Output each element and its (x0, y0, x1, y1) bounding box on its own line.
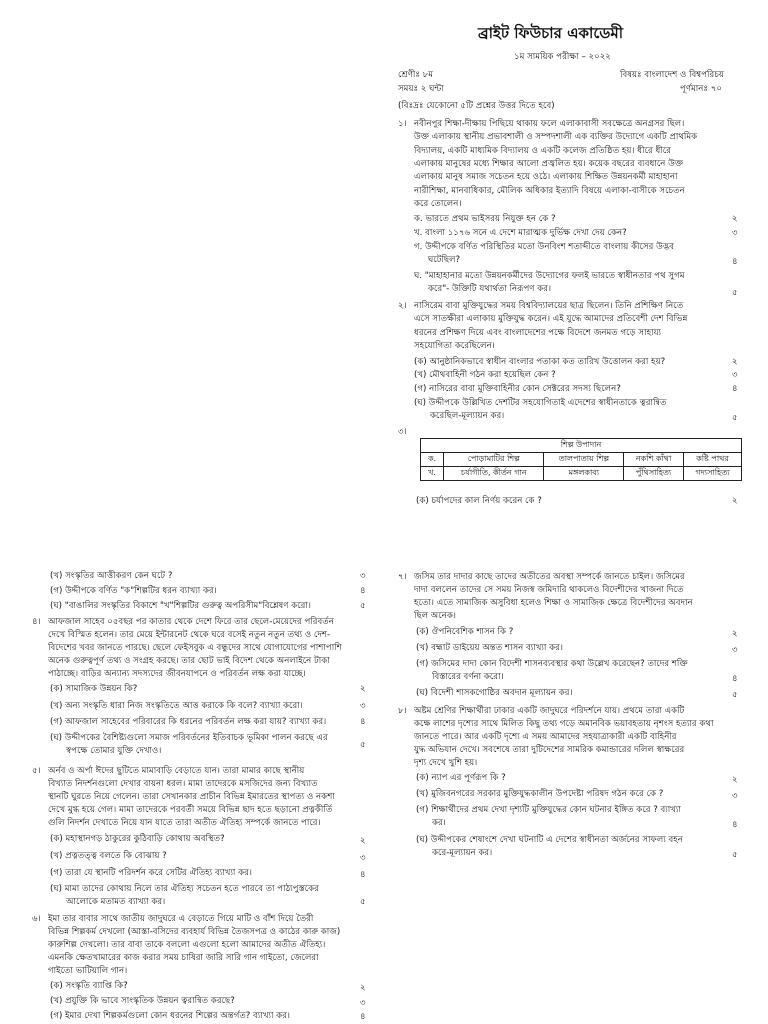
question-mark: ৪ (732, 674, 738, 684)
question-mark: ৪ (360, 1012, 366, 1022)
q7-stem-line: ছিল অনেক। (414, 611, 456, 621)
q4-stem-line: পাঠাচ্ছে। বাড়ির অন্যান্য সদস্যদের জীবনযাপনে ও পরিবর্তন লক্ষ করা যাচ্ছে। (48, 669, 306, 679)
q7-stem-line: জসিম তার দাদার কাছে তাদের অতীতের অবস্থা সম্পর্কে জানতে চাইল। জসিমের (414, 572, 685, 582)
question-mark: ৪ (732, 257, 738, 267)
sub-question: গ. উদ্দীপকে বর্ণিত পরিস্থিতির মতো উনবিংশ শতাব্দীতে বাংলায় কীসের উদ্ভব (414, 242, 674, 252)
question-mark: ২ (360, 983, 366, 993)
q5-stem-line: স্থানটি ঘুরতে নিয়ে গেলেন। তারা সেখানকার প্রাচীন বিভিন্ন ইমারতের স্থাপত্য ও নকশা (48, 792, 335, 802)
question-mark: ৪ (732, 820, 738, 830)
q8-stem-line: অষ্টম শ্রেণির শিক্ষার্থীরা ঢাকার একটি জাদুঘরে পরিদর্শনে যায়। প্রথমে তারা একটি (414, 706, 685, 716)
sub-question: (ক) ন্যাপ এর পূর্ণরূপ কি ? (416, 773, 506, 783)
question-mark: ৫ (732, 690, 738, 700)
question-mark: ৪ (360, 870, 366, 880)
row-label: ক. (421, 453, 444, 467)
q1-stem-line: করে তোলেন। (414, 199, 462, 209)
sub-question-cont: স্বপক্ষে তোমার যুক্তি দেখাও। (66, 746, 162, 756)
q7-stem-line: হতো। এতে সামাজিক অসুবিধা হলেও শিক্ষা ও সামাজিক ক্ষেত্রে বিদেশীদের অবদান (414, 598, 693, 608)
sub-question: (খ) প্রযুক্তি কি ভাবে সাংস্কৃতিক উন্নয়ন ত্বরান্বিত করছে? (50, 996, 235, 1006)
q5-stem-line: গুলি নিদর্শন দেখাতে নিয়ে যান যাতে তারা অতীত ঐতিহ্য সম্পর্কে জানতে পারে। (48, 818, 321, 828)
question-number: ৬। (32, 914, 41, 924)
instruction: (বিঃদ্রঃ যেকোনো ৫টি প্রশ্নের উত্তর দিতে হবে) (398, 101, 555, 111)
table-cell: গদ্যসাহিত্য (683, 467, 741, 481)
row-label: খ. (421, 467, 444, 481)
sub-question: (গ) তারা যে স্থানটি পরিদর্শন করে সেটির ঐতিহ্য ব্যাখ্যা কর। (50, 868, 252, 878)
sub-question: (গ) নাসিরের বাবা মুক্তিবাহিনীর কোন সেক্টরের সদস্য ছিলেন? (414, 384, 621, 394)
q2-stem-line: নাসিরেম বাবা মুক্তিযুদ্ধের সময় বিশ্ববিদ্যালয়ের ছাত্র ছিলেন। তিনি প্রশিক্ষিণ নিতে (414, 301, 684, 311)
sub-question: (ঘ) "বাঙালির সংস্কৃতির বিকাশে "খ"শিল্পটির গুরুত্ব অপরিসীম"বিশ্লেষণ করো। (50, 601, 311, 611)
table-cell: মঙ্গলকাব্য (544, 467, 624, 481)
q6-stem-line: বিভিন্ন শিল্পকর্ম দেখলো (আস্তা-বসিদের ব্যবহার্য বিভিন্ন তৈজসপত্র ও কাঠের কারু কাজ) (48, 927, 341, 937)
question-mark: ৩ (732, 791, 738, 801)
question-mark: ৩ (360, 571, 366, 581)
q5-stem-line: অর্নব ও অর্পা ঈদের ছুটিতে মামাবাড়ি বেড়াতে যান। তারা মামার কাছে স্থানীয় (48, 766, 305, 776)
sub-question: (ঘ) উদ্দীপকের শেষাংশে দেখা ঘটনাটি এ দেশের স্বাধীনতা অর্জনের সাফল্য বহন (416, 835, 683, 845)
q1-stem-line: এলাকায় মানুষের মধ্যে শিক্ষার আলো প্রজ্বলিত হয়। কয়েক বছরের ব্যবধানে উক্ত (414, 159, 684, 169)
marks-label: পূর্ণমানঃ ৭০ (680, 84, 722, 94)
sub-question: (খ) মুজিবনগরের সরকার মুক্তিযুদ্ধকালীন উপদেষ্টা পরিষদ গঠন করে কে ? (416, 789, 664, 799)
question-mark: ৫ (360, 897, 366, 907)
sub-question: (গ) শিক্ষার্থীদের প্রথম দেখা দৃশ্যটি মুক্তিযুদ্ধের কোন ঘটনার ইঙ্গিত করে ? ব্যাখ্যা (416, 805, 681, 815)
q2-stem-line: এসে সাতক্ষীরা এলাকায় মুক্তিযুদ্ধ করেন। এই যুদ্ধে আমাদের প্রতিবেশী দেশ বিভিন্ন (414, 314, 688, 324)
q1-stem-line: বিদ্যালয়, একটি মাধ্যমিক বিদ্যালয় ও একটি কলেজ প্রতিষ্ঠিত হয়। ধীরে ধীরে (414, 146, 671, 156)
table-header-row (421, 439, 742, 453)
question-mark: ৫ (732, 413, 738, 423)
sub-question: (ঘ) উদ্দীপকের বৈশিষ্ট্যগুলো সমাজ পরিবর্তনের ইতিবাচক ভূমিকা পালন করছে এর (50, 733, 328, 743)
table-cell: নকশি কাঁথা (624, 453, 684, 467)
question-mark: ৪ (360, 717, 366, 727)
sub-question: (গ) আফজাল সাহেবের পরিবারের কি ধরনের পরিবর্তন লক্ষ করা যায়? ব্যাখ্যা কর। (50, 717, 327, 727)
class-label: শ্রেণীঃ ৮ম (398, 70, 434, 80)
sub-question: (ক) সংস্কৃতি ব্যাপ্তি কি? (50, 981, 128, 991)
sub-question: (ঘ) উদ্দীপকে উল্লিখিত দেশটির সহযোগিতাই এদেশের স্বাধীনতাকে ত্বরান্বিত (414, 398, 667, 408)
q8-stem-line: কক্ষে লাশের দৃশ্যের সাথে মিলিত কিছু তথ্য গড়ে অমানবিক ভয়াবহতায় নৃশংস হত্যার কথা (414, 719, 714, 729)
question-mark: ২ (732, 357, 738, 367)
question-number: ৪। (32, 617, 41, 627)
sub-question-cont: করে"- উক্তিটি যথার্থতা নিরূপণ কর। (428, 284, 552, 294)
question-mark: ৩ (360, 853, 366, 863)
q4-stem-line: দেখে বিস্মিত হলেন। তার মেয়ে ইন্টারনেট থেকে ঘরে বসেই নতুন নতুন তথ্য ও দেশ- (48, 630, 331, 640)
question-mark: ৩ (732, 645, 738, 655)
sub-question-cont: ঘটেছিল? (428, 255, 461, 265)
table-cell: কষ্টি পাথর (683, 453, 741, 467)
question-mark: ২ (732, 496, 738, 506)
question-number: ২। (398, 301, 407, 311)
table-cell: চর্যাগীতি, কীর্তন গান (444, 467, 544, 481)
question-mark: ২ (732, 629, 738, 639)
exam-title: ১ম সাময়িক পরীক্ষা – ২০২২ (514, 52, 611, 62)
sub-question-cont: আলোকে মতামত ব্যাখ্যা কর। (66, 897, 166, 907)
question-number: ৫। (32, 766, 41, 776)
sub-question: (ঘ) মামা তাদের কোথায় নিলে তার ঐতিহ্য সচেতন হতে পারবে তা পাঠ্যপুস্তকের (50, 884, 319, 894)
q1-stem-line: নারীশিক্ষা, মানবাধিকার, মৌলিক অধিকার ইত্যাদি বিষয়ে এলাকা-বাসীকে সচেতন (414, 186, 685, 196)
subject-label: বিষয়ঃ বাংলাদেশ ও বিশ্বপরিচয় (620, 70, 724, 80)
q6-stem-line: এমনকি ক্ষেতখামারের কাজ করার সময় চাষিরা জারি সারি গান গাইতো, জেলেরা (48, 953, 319, 963)
question-mark: ৫ (360, 740, 366, 750)
q1-stem-line: নবীনপুর শিক্ষা-দীক্ষায় পিছিয়ে থাকায় ফলে এলাকাবাসী সবক্ষেত্রে অনগ্রসর ছিল। (414, 119, 685, 129)
sub-question: (ক) ঔপনিবেশিক শাসন কি ? (416, 627, 514, 637)
sub-question-cont: করে-মূল্যায়ন কর। (432, 848, 493, 858)
table-row (421, 467, 742, 481)
sub-question: (গ) উদ্দীপকে বর্ণিত "ক"শিল্পটির ধরন ব্যাখ্যা কর। (50, 586, 217, 596)
sub-question: (ক) চর্যাপদের কাল নির্ণয় করেন কে ? (416, 496, 542, 506)
sub-question: (খ) সংস্কৃতির আত্তীকরণ কেন ঘটে ? (50, 571, 173, 581)
q4-stem-line: অনেক গুরুত্বপূর্ণ তথ্য ও সংগ্রহ করছে। তার ছোট ভাই বিদেশ থেকে অনলাইনে টাকা (48, 656, 330, 666)
q5-stem-line: বিখ্যাত নিদর্শনগুলো দেখার বায়না ধরল। মামা তাদেরকে মসজিদের জন্য বিখ্যাত (48, 779, 318, 789)
sub-question: (ক) মহাস্থানগড় ঠাকুরের কুঠিবাড়ি কোথায় অবস্থিত? (50, 834, 225, 844)
table-cell: পোড়ামাটির শিল্প (444, 453, 544, 467)
table-cell: পুঁথিসাহিত্য (624, 467, 684, 481)
q6-stem-line: গাইতো ভাটিয়ালি গান। (48, 966, 128, 976)
sub-question: (গ) ইমার দেখা শিল্পকর্মগুলো কোন ধরনের শিল্পের অন্তর্গত? ব্যাখ্যা কর। (50, 1011, 290, 1021)
q6-stem-line: কারুশিল্প দেখলো। তার বাবা তাকে বললো এগুলো হলো আমাদের অতীত ঐতিহ্য। (48, 940, 326, 950)
question-number: ৭। (398, 572, 407, 582)
table-cell: তালপাতায় শিল্প (544, 453, 624, 467)
sub-question: (গ) জসিমের দাদা কোন বিদেশী শাসনব্যবস্থার কথা উল্লেখ করেছেন? তাদের শক্তি (416, 659, 688, 669)
q8-stem-line: যুদ্ধ অভিযান দেখে। সবশেষে তারা দুটিদেশের সামরিক কমান্ডারের দলিল স্বাক্ষরের (414, 745, 685, 755)
question-mark: ৩ (732, 370, 738, 380)
sub-question-cont: বিস্তারের বর্ণনা করো। (432, 672, 504, 682)
table-header: শিল্প উপাদান (421, 439, 742, 453)
q7-stem-line: দাদা বললেন তাদের সে সময় নিজস্ব জমিদারি থাকলেও বিদেশীদের খাজনা দিতে (414, 585, 684, 595)
question-mark: ৩ (360, 998, 366, 1008)
sub-question: (ক) সামাজিক উন্নয়ন কি? (50, 684, 138, 694)
school-name: ব্রাইট ফিউচার একাডেমী (478, 24, 624, 42)
art-elements-table (420, 438, 742, 481)
sub-question: (খ) প্রত্নতত্ত্ব বলতে কি বোঝায় ? (50, 851, 167, 861)
sub-question-cont: কর। (432, 818, 446, 828)
sub-question: (ক) আনুষ্ঠানিকভাবে স্বাধীন বাংলার পতাকা কত তারিখ উত্তোলন করা হয়? (414, 357, 666, 367)
sub-question: ক. ভারতে প্রথম ভাইসরয় নিযুক্ত হন কে ? (414, 214, 556, 224)
q1-stem-line: উক্ত এলাকায় স্থানীয় প্রভাবশালী ও সম্পদশালী এক ব্যক্তির উদ্যোগে একটি প্রাথমিক (414, 132, 698, 142)
question-mark: ৪ (732, 384, 738, 394)
question-mark: ৫ (360, 601, 366, 611)
q2-stem-line: ধরনের প্রশিক্ষণ দিয়ে এবং বাংলাদেশের পক্ষে বিদেশে জনমত গড়ে সাহায্য (414, 328, 662, 338)
question-mark: ২ (360, 836, 366, 846)
sub-question: ঘ. "মাহাহানার মতো উন্নয়নকর্মীদের উদ্যোগের ফলই ভারতে স্বাধীনতার পথ সুগম (414, 271, 685, 281)
question-mark: ৩ (732, 228, 738, 238)
table-row (421, 453, 742, 467)
q8-stem-line: জানতে পারে। আর একটি দৃশ্যে এ সময় আমাদের সহযাত্রাকারী একটি বাহিনীর (414, 732, 677, 742)
question-mark: ২ (360, 684, 366, 694)
time-label: সময়ঃ ২ ঘন্টা (398, 84, 444, 94)
question-mark: ৫ (732, 850, 738, 860)
q1-stem-line: এলাকায় মানুষ সমাজ সচেতন হয়ে ওঠে। এলাকায় শিক্ষিত উন্নয়নকর্মী মাহাহানা (414, 172, 678, 182)
q8-stem-line: দৃশ্য দেখে খুশি হয়। (414, 758, 478, 768)
sub-question: (খ) মৌথবাহিনী গঠন করা হয়েছিল কেন ? (414, 370, 556, 380)
q5-stem-line: দেখে মুগ্ধ হয়ে গেল। মামা তাদেরকে পরবর্তী সময়ে বিভিন্ন ছাদ হতে ছড়ানো প্রত্নকীর্তি (48, 805, 333, 815)
sub-question: খ. বাংলা ১১৭৬ সনে এ দেশে মারাত্মক দুর্ভিক্ষ দেখা দেয় কেন? (414, 228, 627, 238)
question-mark: ২ (732, 214, 738, 224)
question-mark: ৩ (360, 701, 366, 711)
question-number: ১। (398, 119, 407, 129)
q2-stem-line: সহযোগিতা করেছিলেন। (414, 341, 495, 351)
question-number: ৩। (398, 427, 407, 437)
question-mark: ২ (732, 775, 738, 785)
sub-question: (খ) অন্য সংস্কৃতি ধারা নিজ সংস্কৃতিতে আত্ত করাকে কি বলে? ব্যাখ্যা করো। (50, 701, 303, 711)
q4-stem-line: আফজাল সাহেব ০৫বছর পর কাতার থেকে দেশে ফিরে তার ছেলে-মেয়েদের পরিবর্তন (48, 617, 334, 627)
question-number: ৮। (398, 706, 407, 716)
q4-stem-line: বিদেশের খবর জানতে পারছে। ছেলে ফেইসবুক এ বন্ধুদের সাথে যোগাযোগের পাশাপাশি (48, 643, 342, 653)
sub-question: (ঘ) বিদেশী শাসকগোষ্ঠির অবদান মূল্যায়ন কর। (416, 688, 573, 698)
question-mark: ৪ (360, 586, 366, 596)
q6-stem-line: ইমা তার বাবার সাথে জাতীয় জাদুঘরে এ বেড়াতে গিয়ে মাটি ও বাঁশ দিয়ে তৈরী (48, 914, 314, 924)
question-mark: ৫ (732, 288, 738, 298)
sub-question-cont: করেছিল-মূল্যায়ন কর। (430, 411, 505, 421)
sub-question: (খ) বহ্মাট ডাইয়েয় অন্তত শাসন ব্যাখ্যা কর। (416, 643, 563, 653)
